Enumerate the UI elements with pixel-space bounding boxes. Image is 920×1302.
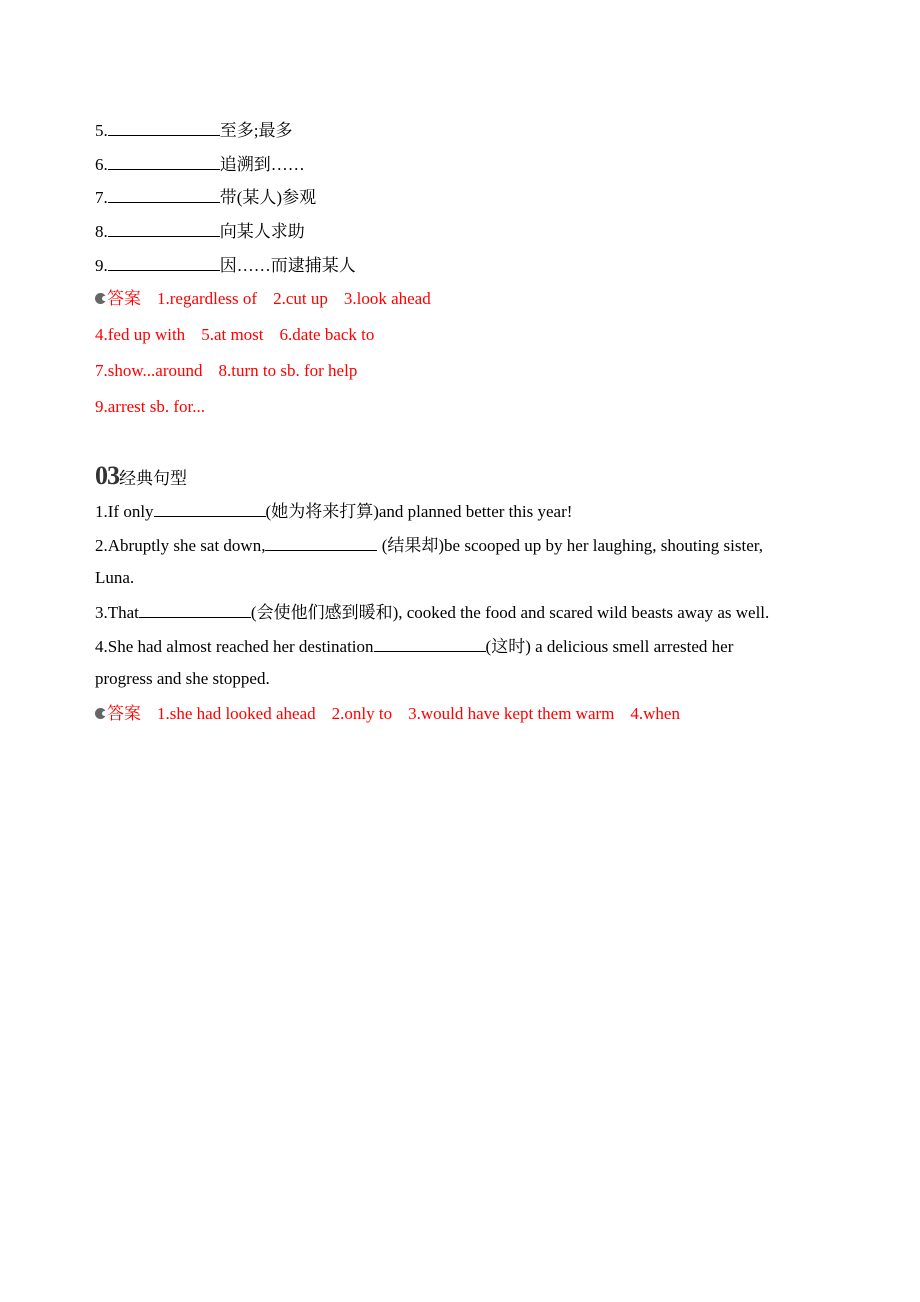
vocab-answers [95,397,205,417]
answer: 7.show...around [95,361,203,380]
section-title: 经典句型 [119,469,187,488]
answer: 5.at most [201,325,264,344]
item-number: 5. [95,121,108,140]
vocab-answers [95,325,374,345]
answer-blank [108,254,220,271]
answer-label: 答案 [107,289,141,308]
item-hint: 因……而逮捕某人 [219,256,356,275]
answer: 4.when [630,704,680,723]
sentence-text: 3.That [95,603,139,622]
sentence-item [95,601,769,623]
answer-blank [108,186,220,203]
sentence-continuation: Luna. [95,568,135,587]
vocab-item [95,254,356,276]
vocab-item [95,186,316,208]
item-number: 7. [95,188,108,207]
answer-blank [265,534,377,551]
answer: 1.she had looked ahead [157,704,316,723]
answer-blank [374,635,486,652]
answer: 2.only to [331,704,393,723]
vocab-item [95,220,305,242]
sentence-text: (这时) a delicious smell arrested her [485,637,734,656]
answer: 3.look ahead [343,289,431,308]
sentence-item [95,534,763,556]
sentence-text: 2.Abruptly she sat down, [95,536,266,555]
answer: 3.would have kept them warm [408,704,615,723]
sentence-continuation: progress and she stopped. [95,669,270,688]
sentence-text: (结果却)be scooped up by her laughing, shouting sister, [377,536,764,555]
sentence-text: (她为将来打算)and planned better this year! [265,502,573,521]
vocab-item [95,119,292,141]
answer-blank [108,153,220,170]
sentence-answers [95,704,680,724]
answer-blank [108,119,220,136]
answer-blank [139,601,251,618]
sentence-text: 4.She had almost reached her destination [95,637,374,656]
answer: 2.cut up [273,289,328,308]
vocab-item [95,153,305,175]
item-number: 6. [95,155,108,174]
item-number: 9. [95,256,108,275]
vocab-answers [95,361,357,381]
sentence-text: 1.If only [95,502,154,521]
answer-icon [95,293,106,304]
sentence-item [95,635,733,657]
answer: 8.turn to sb. for help [218,361,358,380]
sentence-text: (会使他们感到暖和), cooked the food and scared wild beasts away as well. [250,603,770,622]
item-hint: 带(某人)参观 [219,188,317,207]
vocab-answers [95,289,431,309]
section-heading [95,462,187,493]
answer-label: 答案 [107,704,141,723]
answer-blank [154,500,266,517]
answer-blank [108,220,220,237]
answer: 9.arrest sb. for... [95,397,206,416]
sentence-item [95,500,572,522]
answer: 6.date back to [279,325,375,344]
answer-icon [95,708,106,719]
item-hint: 向某人求助 [219,222,305,241]
item-number: 8. [95,222,108,241]
section-number: 03 [95,461,119,490]
item-hint: 至多;最多 [219,121,293,140]
answer: 1.regardless of [157,289,258,308]
answer: 4.fed up with [95,325,186,344]
item-hint: 追溯到…… [219,155,305,174]
